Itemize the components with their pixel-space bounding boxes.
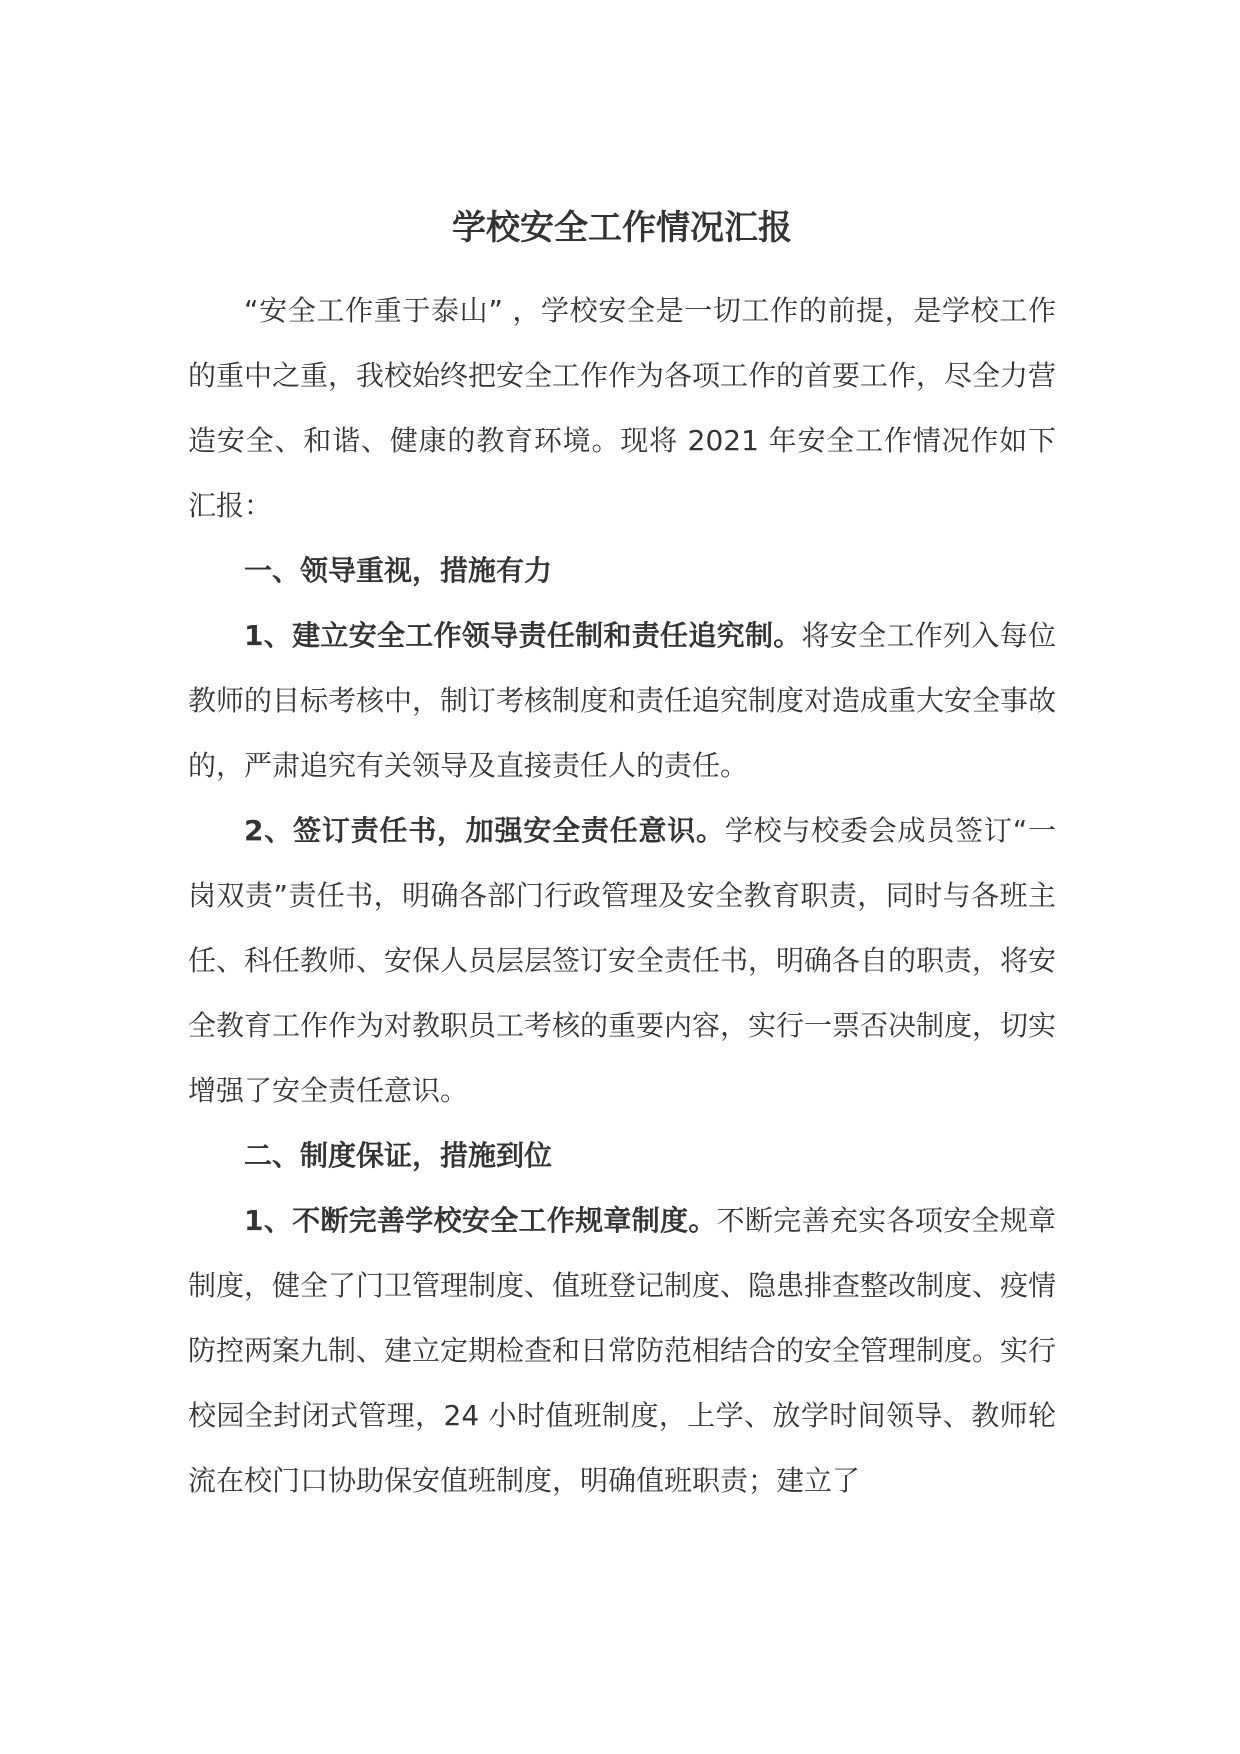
paragraph-text: 将安全工作列入每位教师的目标考核中，制订考核制度和责任追究制度对造成重大安全事故的，严肃追究有关领导及直接责任人的责任。 bbox=[188, 619, 1057, 782]
paragraph bbox=[188, 1188, 1056, 1513]
paragraph bbox=[188, 798, 1056, 1123]
paragraph-text: 不断完善充实各项安全规章制度，健全了门卫管理制度、值班登记制度、隐患排查整改制度、疫情防控两案九制、建立定期检查和日常防范相结合的安全管理制度。实行校园全封闭式管理，24 小时值班制度，上学、放学时间领导、教师轮流在校门口协助保安值班制度，明确值班职责；建立了 bbox=[188, 1204, 1057, 1497]
intro-paragraph: “安全工作重于泰山” ，学校安全是一切工作的前提，是学校工作的重中之重，我校始终把安全工作作为各项工作的首要工作，尽全力营造安全、和谐、健康的教育环境。现将 2021 年安全工作情况作如下汇报： bbox=[188, 294, 1057, 522]
paragraph-lead: 2、签订责任书，加强安全责任意识。 bbox=[244, 814, 725, 847]
section-heading: 二、制度保证，措施到位 bbox=[244, 1139, 553, 1172]
section-heading: 一、领导重视，措施有力 bbox=[244, 554, 553, 587]
document-title: 学校安全工作情况汇报 bbox=[452, 208, 792, 248]
paragraph-lead: 1、建立安全工作领导责任制和责任追究制。 bbox=[244, 619, 802, 652]
paragraph-text: 学校与校委会成员签订“一岗双责”责任书，明确各部门行政管理及安全教育职责，同时与各班主任、科任教师、安保人员层层签订安全责任书，明确各自的职责，将安全教育工作作为对教职员工考核的重要内容，实行一票否决制度，切实增强了安全责任意识。 bbox=[188, 814, 1057, 1107]
paragraph bbox=[188, 603, 1056, 798]
document-body bbox=[188, 278, 1056, 1513]
paragraph-lead: 1、不断完善学校安全工作规章制度。 bbox=[244, 1204, 717, 1237]
